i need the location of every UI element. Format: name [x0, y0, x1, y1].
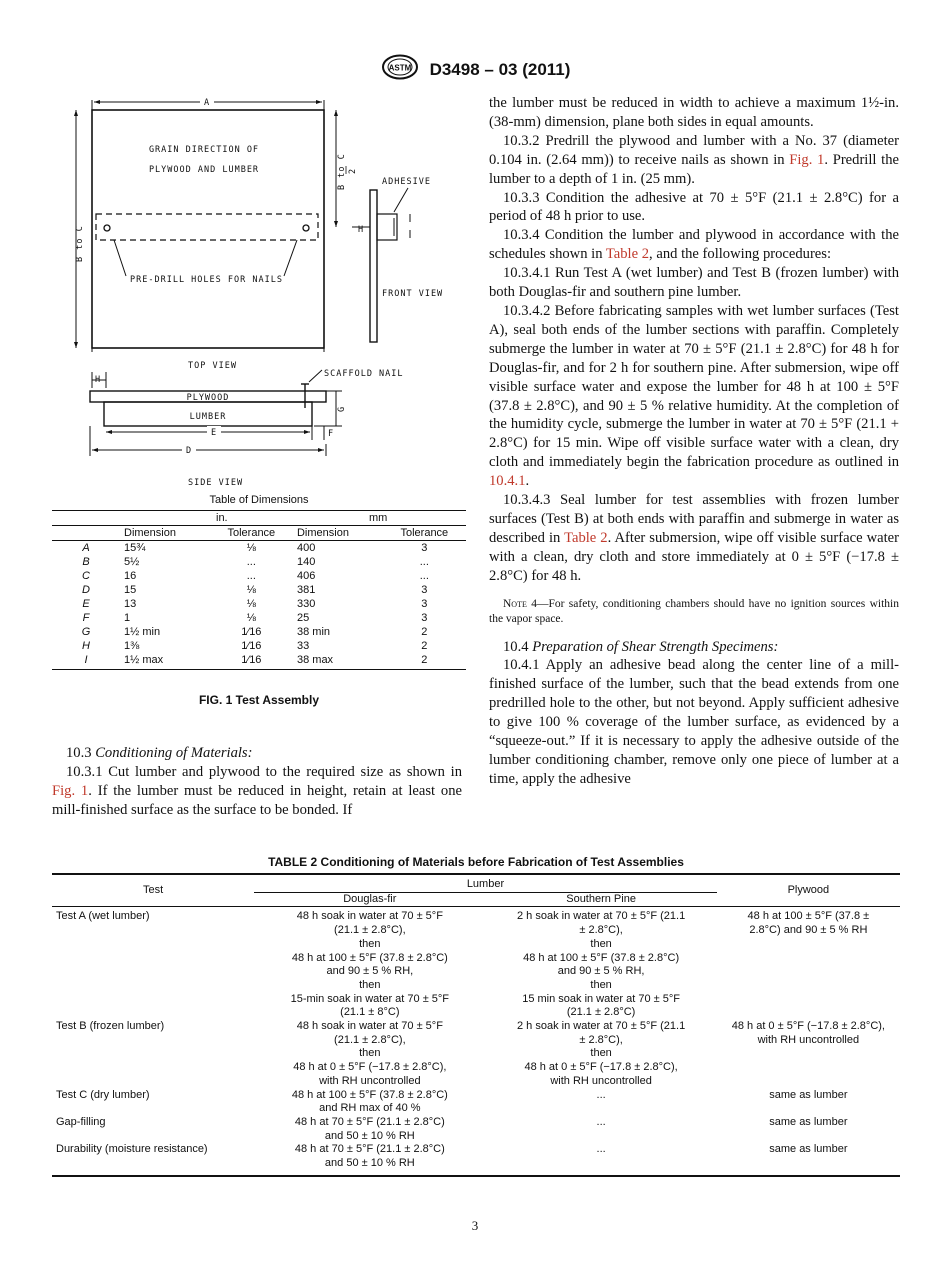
t2-line: (21.1 ± 2.8°C),	[334, 924, 406, 937]
t2-line: then	[590, 978, 612, 991]
dim-cell: 400	[296, 542, 316, 554]
t2-head-pine: Southern Pine	[485, 892, 716, 907]
col-tolerance-mm: Tolerance	[400, 527, 449, 539]
dim-cell: 1⅜	[124, 640, 140, 652]
dim-cell: 15¾	[124, 542, 146, 554]
dim-row	[52, 597, 466, 611]
dim-row	[52, 555, 466, 569]
dim-cell: 1⁄16	[241, 626, 262, 638]
t2-line: and 50 ± 10 % RH	[324, 1157, 415, 1170]
t2-cell-douglas	[254, 1116, 485, 1143]
col-dimension-in: Dimension	[124, 527, 176, 539]
table-of-dimensions	[52, 494, 466, 670]
dim-cell: 1⁄16	[241, 654, 262, 666]
dim-row	[52, 653, 466, 667]
label-grain-1: GRAIN DIRECTION OF	[148, 145, 260, 155]
label-f: F	[328, 429, 335, 439]
dim-cell: ...	[419, 570, 429, 582]
svg-text:ASTM: ASTM	[388, 63, 411, 73]
t2-line: (21.1 ± 8°C)	[340, 1006, 400, 1019]
t2-line: ...	[596, 1115, 606, 1128]
dim-row	[52, 569, 466, 583]
t2-test-name: Test A (wet lumber)	[56, 910, 150, 923]
t2-cell-douglas	[254, 1020, 485, 1089]
label-predrill: PRE-DRILL HOLES FOR NAILS	[130, 275, 283, 285]
dim-cell: 2	[421, 626, 428, 638]
t2-line: 48 h at 100 ± 5°F (37.8 ± 2.8°C)	[523, 951, 680, 964]
lumber-hidden	[96, 214, 318, 240]
t2-cell-douglas	[254, 1089, 485, 1116]
t2-line: ± 2.8°C),	[579, 1033, 623, 1046]
dim-row	[52, 583, 466, 597]
dim-cell: 16	[124, 570, 137, 582]
t2-cell-pine	[485, 907, 716, 1020]
dim-cell: 330	[296, 598, 316, 610]
front-plywood	[370, 190, 377, 342]
para-10-3-4-2: 10.3.4.2 Before fabricating samples with wet lumber surfaces (Test A), seal both ends of the lumber sections with paraffin. Completely submerge the lumber in water at 70 ± 5°F (21.1 ± 2.8°C) for 48 h for Douglas-fir, and for 2 h for southern pine. After submersion, wipe off visible surface water and expose the lumber for 48 h at 100 ± 5°F (37.8 ± 2.8°C), and 90 ± 5 % relative humidity. At the completion of the humidity cycle, submerge the lumber in water at 70 ± 5°F (21.1 + 2.8°C) for 15 min. Wipe off visible surface water with a clean, dry cloth and immediately begin the fabrication procedure as outlined in 10.4.1.	[489, 302, 899, 490]
dim-letter: I	[84, 654, 88, 666]
table-2	[52, 873, 900, 1177]
t2-cell-douglas	[254, 907, 485, 1020]
t2-line: 2 h soak in water at 70 ± 5°F (21.1	[517, 1020, 686, 1033]
t2-line: (21.1 ± 2.8°C),	[334, 1033, 406, 1046]
t2-cell-pine	[485, 1020, 716, 1089]
link-fig-1[interactable]: Fig. 1	[52, 782, 89, 799]
label-scaffold: SCAFFOLD NAIL	[324, 369, 404, 379]
t2-line: with RH uncontrolled	[550, 1074, 652, 1087]
dim-cell: ⅛	[246, 584, 256, 596]
t2-cell-plywood	[717, 907, 900, 1020]
dim-cell: ...	[246, 556, 256, 568]
t2-line: ...	[596, 1143, 606, 1156]
link-table-2[interactable]: Table 2	[605, 246, 650, 263]
label-g: G	[337, 405, 347, 412]
label-front-view: FRONT VIEW	[382, 289, 444, 299]
label-side-h: H	[95, 375, 102, 385]
document-code: D3498 – 03 (2011)	[429, 59, 571, 79]
table-row	[52, 907, 900, 1020]
para-10-4-1: 10.4.1 Apply an adhesive bead along the center line of a mill-finished surface of the lumber, such that the bead extends from one predrilled hole to the other, but not beyond. Apply sufficient adhesive to give 100 % coverage of the lumber surface, as evidenced by a “squeeze-out.” If it is necessary to apply the adhesive outside of the lumber conditioning chamber, remove only one piece of lumber at a time, apply the adhesive	[489, 657, 899, 787]
t2-line: 48 h at 0 ± 5°F (−17.8 ± 2.8°C),	[293, 1061, 447, 1074]
right-column	[489, 94, 899, 789]
t2-line: 48 h at 100 ± 5°F (37.8 ±	[747, 910, 870, 923]
t2-test-name: Gap-filling	[56, 1115, 106, 1128]
t2-line: 48 h at 70 ± 5°F (21.1 ± 2.8°C)	[294, 1143, 445, 1156]
dim-cell: 2	[421, 640, 428, 652]
label-adhesive: ADHESIVE	[382, 177, 431, 187]
t2-line: 48 h soak in water at 70 ± 5°F	[296, 910, 443, 923]
section-10-4: 10.4 Preparation of Shear Strength Specimens:	[503, 638, 779, 655]
dim-row	[52, 639, 466, 653]
t2-head-plywood: Plywood	[787, 883, 830, 896]
t2-line: 2 h soak in water at 70 ± 5°F (21.1	[517, 910, 686, 923]
t2-line: with RH uncontrolled	[757, 1033, 860, 1046]
unit-in: in.	[216, 512, 228, 524]
label-e: E	[210, 428, 218, 438]
table-row	[52, 1020, 900, 1089]
dim-cell: 1⁄16	[241, 640, 262, 652]
dim-cell: ⅛	[246, 542, 256, 554]
para-10-3-3: 10.3.3 Condition the adhesive at 70 ± 5°F (21.1 ± 2.8°C) for a period of 48 h prior to use.	[489, 189, 899, 225]
dim-letter: E	[82, 598, 90, 610]
link-10-4-1[interactable]: 10.4.1	[489, 473, 526, 490]
t2-head-douglas: Douglas-fir	[254, 892, 485, 907]
col-tolerance-in: Tolerance	[227, 527, 276, 539]
t2-line: 48 h at 0 ± 5°F (−17.8 ± 2.8°C),	[524, 1061, 678, 1074]
label-d: D	[185, 446, 193, 456]
dim-cell: 381	[296, 584, 316, 596]
label-a: A	[203, 98, 211, 108]
dim-letter: A	[82, 542, 90, 554]
test-assembly-figure	[52, 90, 466, 490]
t2-line: (21.1 ± 2.8°C)	[566, 1006, 636, 1019]
para-10-3-4-3: 10.3.4.3 Seal lumber for test assemblies with frozen lumber surfaces (Test B) at both ends with paraffin and submerge in water as described in Table 2. After submersion, wipe off visible surface water with a clean, dry cloth and store immediately at 0 ± 5°F (−17.8 ± 2.8°C) for 48 h.	[489, 492, 899, 584]
label-two: 2	[348, 167, 358, 174]
dim-letter: B	[82, 556, 90, 568]
dim-letter: D	[82, 584, 90, 596]
t2-line: ...	[596, 1088, 606, 1101]
dim-letter: F	[82, 612, 90, 624]
dim-cell: 140	[296, 556, 316, 568]
label-lumber: LUMBER	[189, 412, 227, 422]
para-10-3-4-1: 10.3.4.1 Run Test A (wet lumber) and Test B (frozen lumber) with both Douglas-fir and southern pine lumber.	[489, 265, 899, 301]
dim-letter: H	[82, 640, 90, 652]
t2-cell-pine	[485, 1089, 716, 1116]
dim-cell: ⅛	[246, 612, 256, 624]
hole-left	[104, 225, 110, 231]
dim-cell: 5½	[124, 556, 140, 568]
label-btoc: B to C	[75, 225, 85, 262]
astm-logo	[380, 54, 420, 85]
dim-cell: 3	[421, 612, 428, 624]
link-fig-1-b[interactable]: Fig. 1	[789, 151, 825, 168]
t2-line: and RH max of 40 %	[319, 1102, 421, 1115]
dim-cell: 1	[124, 612, 131, 624]
t2-cell-plywood	[717, 1116, 900, 1143]
page-number: 3	[471, 1218, 479, 1233]
t2-line: 15-min soak in water at 70 ± 5°F	[290, 992, 450, 1005]
dim-letter: C	[82, 570, 90, 582]
t2-line: and 90 ± 5 % RH,	[557, 965, 645, 978]
section-10-3: 10.3 Conditioning of Materials:	[66, 745, 253, 761]
dim-cell: ...	[246, 570, 256, 582]
t2-line: same as lumber	[769, 1143, 848, 1156]
t2-line: then	[359, 1047, 381, 1060]
label-h: H	[358, 225, 365, 235]
t2-line: then	[590, 1047, 612, 1060]
dim-cell: 3	[421, 542, 428, 554]
t2-test-name: Test B (frozen lumber)	[56, 1020, 165, 1033]
label-btoc-half: B to C	[337, 153, 347, 190]
dim-cell: 38 min	[296, 626, 331, 638]
para-10-3-2: 10.3.2 Predrill the plywood and lumber with a No. 37 (diameter 0.104 in. (2.64 mm)) to receive nails as shown in Fig. 1. Predrill the lumber to a depth of 1 in. (25 mm).	[489, 132, 899, 187]
t2-line: and 90 ± 5 % RH,	[326, 965, 414, 978]
t2-cell-plywood	[717, 1020, 900, 1089]
t2-line: 48 h soak in water at 70 ± 5°F	[296, 1020, 443, 1033]
t2-cell-plywood	[717, 1143, 900, 1170]
t2-head-lumber: Lumber	[466, 878, 505, 890]
dim-cell: 1½ max	[124, 654, 164, 666]
t2-line: 48 h at 70 ± 5°F (21.1 ± 2.8°C)	[294, 1115, 445, 1128]
dim-row	[52, 541, 466, 556]
left-column	[52, 744, 462, 820]
t2-test-name: Durability (moisture resistance)	[56, 1143, 208, 1156]
dim-cell: 1½ min	[124, 626, 161, 638]
note-4: Note 4—For safety, conditioning chambers should have no ignition sources within the vapor space.	[489, 597, 899, 625]
figure-caption: FIG. 1 Test Assembly	[198, 693, 320, 707]
t2-line: 48 h at 100 ± 5°F (37.8 ± 2.8°C)	[291, 951, 448, 964]
label-grain-2: PLYWOOD AND LUMBER	[148, 165, 260, 175]
page-header	[0, 54, 950, 85]
dim-cell: ⅛	[246, 598, 256, 610]
dim-cell: 25	[296, 612, 310, 624]
hole-right	[303, 225, 309, 231]
t2-cell-douglas	[254, 1143, 485, 1170]
dim-cell: 406	[296, 570, 316, 582]
t2-line: and 50 ± 10 % RH	[324, 1129, 415, 1142]
link-table-2-b[interactable]: Table 2	[564, 529, 608, 546]
table-row	[52, 1116, 900, 1143]
t2-line: same as lumber	[769, 1088, 848, 1101]
dim-letter: G	[81, 626, 91, 638]
dim-cell: 2	[421, 654, 428, 666]
para-10-3-4: 10.3.4 Condition the lumber and plywood in accordance with the schedules shown in Table 2, and the following procedures:	[489, 227, 899, 263]
t2-line: then	[359, 937, 381, 950]
dim-cell: 38 max	[296, 654, 334, 666]
t2-line: ± 2.8°C),	[579, 924, 623, 937]
t2-head-test: Test	[143, 883, 164, 896]
table-2-title: TABLE 2 Conditioning of Materials before Fabrication of Test Assemblies	[268, 855, 684, 869]
dim-cell: 33	[296, 640, 310, 652]
dim-cell: 13	[124, 598, 137, 610]
unit-mm: mm	[368, 512, 388, 524]
dim-row	[52, 611, 466, 625]
label-top-view: TOP VIEW	[188, 361, 237, 371]
t2-line: with RH uncontrolled	[319, 1074, 421, 1087]
dim-cell: 15	[124, 584, 137, 596]
t2-test-name: Test C (dry lumber)	[56, 1088, 150, 1101]
t2-line: 2.8°C) and 90 ± 5 % RH	[749, 924, 868, 937]
dim-row	[52, 625, 466, 639]
dim-table-title: Table of Dimensions	[209, 494, 309, 506]
label-plywood: PLYWOOD	[186, 393, 230, 403]
t2-cell-pine	[485, 1116, 716, 1143]
dim-cell: 3	[421, 598, 428, 610]
label-side-view: SIDE VIEW	[188, 478, 244, 488]
t2-line: 48 h at 0 ± 5°F (−17.8 ± 2.8°C),	[731, 1020, 885, 1033]
t2-cell-pine	[485, 1143, 716, 1170]
dim-cell: ...	[419, 556, 429, 568]
col-dimension-mm: Dimension	[296, 527, 349, 539]
dim-cell: 3	[421, 584, 428, 596]
t2-line: same as lumber	[769, 1115, 848, 1128]
para-10-3-1: 10.3.1 Cut lumber and plywood to the required size as shown in Fig. 1. If the lumber must be reduced in height, retain at least one mill-finished surface as the surface to be bonded. If	[52, 763, 462, 818]
t2-line: 15 min soak in water at 70 ± 5°F	[522, 992, 680, 1005]
t2-line: then	[590, 937, 612, 950]
t2-line: then	[359, 978, 381, 991]
t2-line: 48 h at 100 ± 5°F (37.8 ± 2.8°C)	[291, 1088, 448, 1101]
table-row	[52, 1089, 900, 1116]
para-continued: the lumber must be reduced in width to achieve a maximum 1½-in. (38-mm) dimension, plane both sides in equal amounts.	[489, 95, 899, 130]
t2-cell-plywood	[717, 1089, 900, 1116]
table-row	[52, 1143, 900, 1170]
